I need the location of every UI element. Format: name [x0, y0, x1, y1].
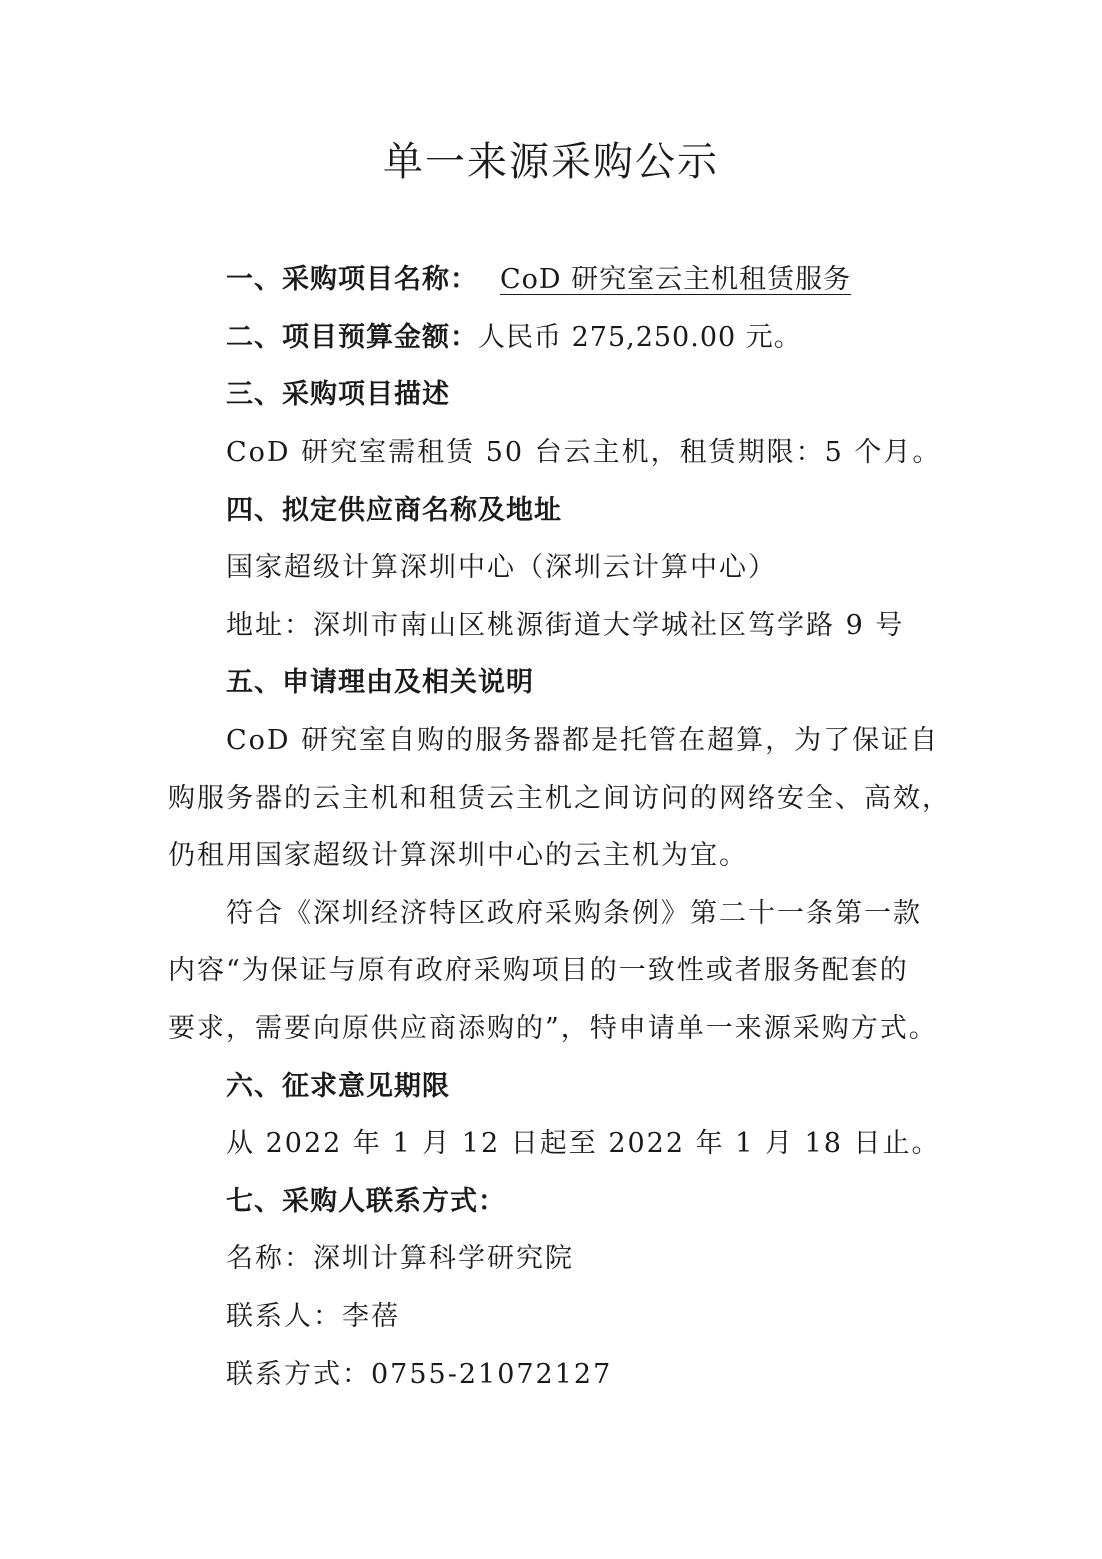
- reason-paragraph-2-line-2: 内容“为保证与原有政府采购项目的一致性或者服务配套的: [168, 955, 909, 986]
- contact-person: 联系人：李蓓: [226, 1301, 400, 1332]
- section-1-heading: 一、采购项目名称：: [226, 264, 478, 295]
- section-7-heading: 七、采购人联系方式：: [226, 1186, 506, 1217]
- section-2-row: [226, 318, 802, 358]
- project-name-value: CoD 研究室云主机租赁服务: [500, 264, 852, 295]
- reason-paragraph-1-line-2: 购服务器的云主机和租赁云主机之间访问的网络安全、高效，: [168, 783, 951, 814]
- section-2-heading: 二、项目预算金额：: [226, 322, 478, 353]
- section-3-heading: 三、采购项目描述: [226, 379, 450, 410]
- section-1-row: [226, 260, 851, 300]
- project-description: CoD 研究室需租赁 50 台云主机，租赁期限：5 个月。: [226, 437, 942, 468]
- purchaser-name: 名称：深圳计算科学研究院: [226, 1243, 574, 1274]
- reason-paragraph-2-line-1: 符合《深圳经济特区政府采购条例》第二十一条第一款: [226, 898, 922, 929]
- budget-value: 人民币 275,250.00 元。: [478, 322, 802, 353]
- supplier-address: 地址：深圳市南山区桃源街道大学城社区笃学路 9 号: [226, 610, 905, 641]
- document-title: 单一来源采购公示: [383, 139, 719, 185]
- reason-paragraph-1-line-3: 仍租用国家超级计算深圳中心的云主机为宜。: [168, 840, 748, 871]
- contact-phone: 联系方式：0755-21072127: [226, 1359, 613, 1390]
- section-4-heading: 四、拟定供应商名称及地址: [226, 495, 562, 526]
- section-6-heading: 六、征求意见期限: [226, 1071, 450, 1102]
- comment-period: 从 2022 年 1 月 12 日起至 2022 年 1 月 18 日止。: [226, 1128, 941, 1159]
- section-5-heading: 五、申请理由及相关说明: [226, 667, 534, 698]
- reason-paragraph-2-line-3: 要求，需要向原供应商添购的”，特申请单一来源采购方式。: [168, 1013, 938, 1044]
- reason-paragraph-1-line-1: CoD 研究室自购的服务器都是托管在超算，为了保证自: [226, 725, 940, 756]
- supplier-name: 国家超级计算深圳中心（深圳云计算中心）: [226, 552, 777, 583]
